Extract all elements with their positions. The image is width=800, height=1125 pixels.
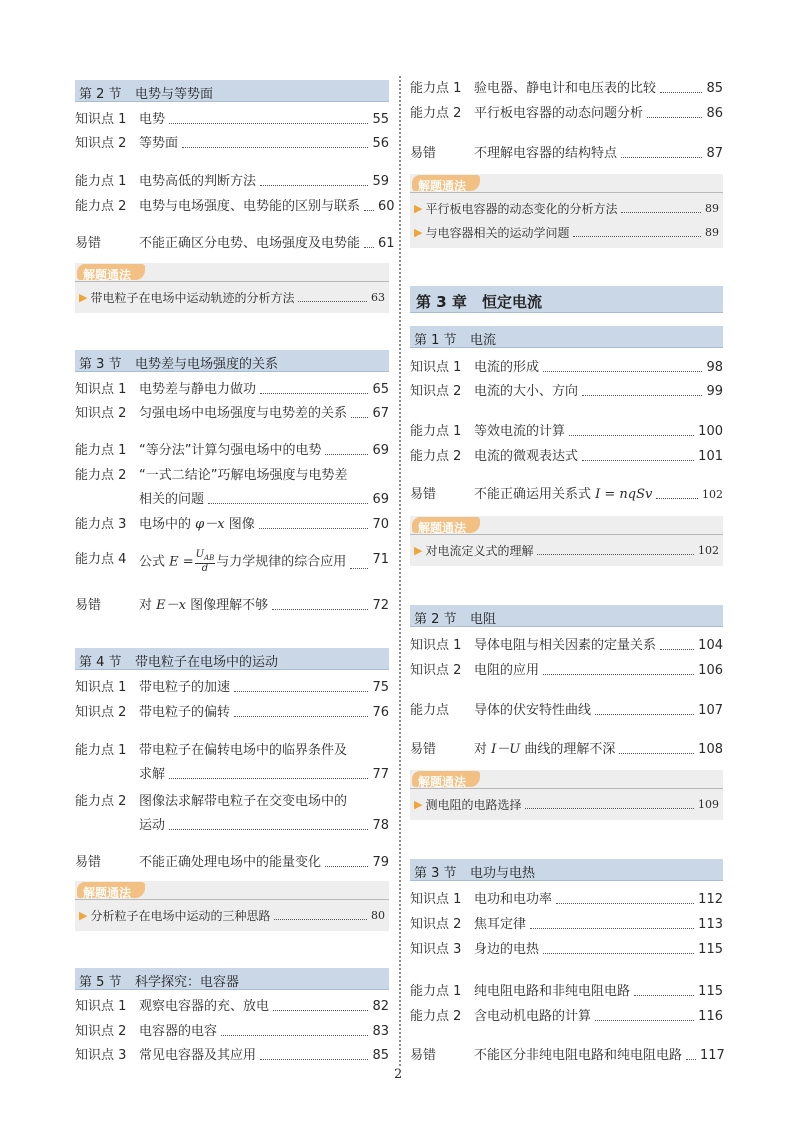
entry-page: 113 [698,917,723,932]
leader-dots [325,441,368,455]
entry-title: 电流的大小、方向 [474,384,579,399]
section-header [410,326,723,348]
entry-kind: 能力点 2 [75,794,127,809]
leader-dots [169,816,368,830]
toc-entry[interactable] [75,853,389,872]
method-box [410,174,723,248]
section-title: 电势差与电场强度的关系 [135,357,279,372]
leader-dots [656,485,698,499]
toc-entry[interactable] [410,740,723,759]
entry-kind: 能力点 3 [75,517,127,532]
toc-entry[interactable] [410,940,723,959]
toc-entry[interactable] [75,549,389,574]
entry-kind: 能力点 1 [410,984,462,999]
entry-title: 带电粒子的偏转 [139,705,231,720]
toc-entry[interactable] [410,447,723,466]
section-number: 第 1 节 [414,333,457,348]
entry-page: 98 [706,360,723,375]
section-number: 第 3 节 [79,357,122,372]
toc-entry[interactable] [410,79,723,98]
leader-dots [272,596,368,610]
entry-page: 56 [372,136,389,151]
entry-page: 59 [372,174,389,189]
entry-title: 观察电容器的充、放电 [139,999,270,1014]
section-header [75,648,389,670]
toc-entry[interactable] [75,466,389,485]
section-title: 科学探究：电容器 [135,975,240,990]
entry-title: 电流的微观表达式 [474,449,579,464]
leader-dots [595,701,694,715]
entry-kind: 知识点 3 [410,942,462,957]
toc-entry[interactable] [410,485,723,504]
toc-entry[interactable] [75,1022,389,1041]
entry-title: 电势与电场强度、电势能的区别与联系 [139,199,361,214]
entry-title: 电阻的应用 [474,663,540,678]
entry-kind: 知识点 2 [75,1024,127,1039]
entry-title: 平行板电容器的动态问题分析 [474,106,644,121]
entry-title: 匀强电场中电场强度与电势差的关系 [139,406,348,421]
leader-dots [582,382,702,396]
entry-kind: 知识点 2 [75,406,127,421]
toc-entry[interactable] [75,380,389,399]
entry-title: 含电动机电路的计算 [474,1009,592,1024]
entry-kind: 能力点 1 [75,443,127,458]
entry-kind: 易错 [410,1048,437,1063]
entry-kind: 知识点 2 [410,663,462,678]
leader-dots [364,197,374,211]
leader-dots [660,636,694,650]
entry-kind: 能力点 2 [410,449,462,464]
entry-title: “等分法”计算匀强电场中的电势 [139,443,322,458]
entry-kind: 知识点 1 [410,638,462,653]
toc-entry[interactable] [75,596,389,615]
math-expression: I－U [491,742,521,757]
entry-page: 67 [372,406,389,421]
entry-kind: 能力点 2 [410,1009,462,1024]
entry-page: 102 [702,488,723,501]
section-title: 电功与电热 [470,866,536,881]
leader-dots [543,661,694,675]
entry-title: 电容器的电容 [139,1024,218,1039]
entry-page: 117 [700,1048,725,1063]
leader-dots [259,515,369,529]
toc-entry[interactable] [75,234,395,253]
entry-page: 69 [372,492,389,507]
math-expression: I = nqSv [595,487,653,502]
entry-page: 101 [698,449,723,464]
page-number: 2 [394,1067,403,1082]
method-item[interactable]: ▶ 与电容器相关的运动学问题 89 [414,226,719,240]
toc-entry[interactable] [75,404,389,423]
leader-dots [543,358,702,372]
entry-title: 相关的问题 [139,492,205,507]
entry-kind: 能力点 2 [410,106,462,121]
leader-dots [573,224,701,237]
triangle-icon: ▶ [79,909,88,922]
entry-title: 运动 [139,818,166,833]
leader-dots [364,234,374,248]
entry-page: 107 [698,703,723,718]
leader-dots [234,678,368,692]
entry-kind: 知识点 2 [410,917,462,932]
toc-entry[interactable] [75,197,395,216]
entry-kind: 易错 [410,146,437,161]
entry-page: 82 [372,999,389,1014]
toc-entry[interactable] [75,110,389,129]
toc-entry[interactable] [410,144,723,163]
entry-title: 身边的电热 [474,942,540,957]
leader-dots [537,542,694,555]
leader-dots [595,1007,694,1021]
entry-title: 纯电阻电路和非纯电阻电路 [474,984,631,999]
entry-kind: 能力点 1 [410,81,462,96]
entry-title: 导体电阻与相关因素的定量关系 [474,638,657,653]
entry-title: 不能正确运用关系式 I = nqSv [474,487,653,502]
leader-dots [569,422,694,436]
entry-kind: 能力点 4 [75,552,127,567]
entry-title: 不能正确处理电场中的能量变化 [139,855,322,870]
entry-title: 验电器、静电计和电压表的比较 [474,81,657,96]
entry-kind: 易错 [75,855,102,870]
leader-dots [350,550,368,569]
entry-kind: 能力点 1 [75,174,127,189]
leader-dots [686,1046,696,1060]
toc-entry[interactable] [410,1046,723,1065]
method-item[interactable]: ▶ 测电阻的电路选择 109 [414,798,719,812]
entry-title: 求解 [139,767,166,782]
toc-entry[interactable] [75,1046,389,1065]
entry-title: 电势 [139,112,166,127]
entry-kind: 能力点 [410,703,450,718]
leader-dots [274,907,367,920]
entry-page: 79 [372,855,389,870]
entry-page: 77 [372,767,389,782]
entry-page: 104 [698,638,723,653]
leader-dots [169,110,368,124]
section-header [75,968,389,990]
entry-page: 85 [372,1048,389,1063]
toc-entry[interactable] [410,701,723,720]
leader-dots [260,1046,368,1060]
entry-kind: 易错 [410,742,437,757]
entry-kind: 易错 [410,487,437,502]
leader-dots [273,997,368,1011]
entry-page: 55 [372,112,389,127]
leader-dots [619,740,694,754]
entry-page: 106 [698,663,723,678]
section-title: 电势与等势面 [135,87,214,102]
entry-kind: 能力点 1 [410,424,462,439]
toc-entry[interactable] [410,422,723,441]
entry-kind: 知识点 1 [410,360,462,375]
section-number: 第 2 节 [414,612,457,627]
section-header [75,350,389,372]
entry-title: 带电粒子在偏转电场中的临界条件及 [139,743,348,758]
toc-entry-continued[interactable] [75,765,389,784]
toc-entry[interactable] [75,441,389,460]
toc-entry[interactable] [75,997,389,1016]
entry-title: 不能正确区分电势、电场强度及电势能 [139,236,361,251]
entry-title: “一式二结论”巧解电场强度与电势差 [139,468,348,483]
entry-title: 电流的形成 [474,360,540,375]
entry-page: 60 [378,199,395,214]
leader-dots [621,144,702,158]
entry-page: 83 [372,1024,389,1039]
entry-title: 对 I－U 曲线的理解不深 [474,742,616,757]
method-box [75,263,389,313]
leader-dots [208,490,368,504]
section-number: 第 2 节 [79,87,122,102]
entry-page: 78 [372,818,389,833]
triangle-icon: ▶ [414,226,423,239]
toc-entry[interactable] [410,636,723,655]
entry-page: 112 [698,892,723,907]
toc-entry[interactable] [75,792,389,811]
entry-page: 115 [698,984,723,999]
toc-entry[interactable] [410,890,723,909]
toc-entry[interactable] [410,915,723,934]
leader-dots [634,982,694,996]
toc-entry[interactable] [75,703,389,722]
section-number: 第 5 节 [79,975,122,990]
entry-page: 72 [372,598,389,613]
leader-dots [234,703,368,717]
toc-entry[interactable] [75,741,389,760]
toc-entry[interactable] [410,661,723,680]
toc-entry[interactable] [410,382,723,401]
entry-title: 电势高低的判断方法 [139,174,257,189]
entry-page: 61 [378,236,395,251]
entry-kind: 知识点 2 [75,705,127,720]
leader-dots [647,104,702,118]
entry-page: 65 [372,382,389,397]
chapter-header [410,286,723,313]
leader-dots [351,404,368,418]
method-box [410,516,723,566]
method-item[interactable]: ▶ 平行板电容器的动态变化的分析方法 89 [414,202,719,216]
toc-entry-continued[interactable] [75,816,389,835]
entry-page: 86 [706,106,723,121]
method-item[interactable]: ▶ 带电粒子在电场中运动轨迹的分析方法 63 [79,291,385,305]
toc-entry[interactable] [75,172,389,191]
entry-title: 电势差与静电力做功 [139,382,257,397]
entry-title: 对 E－x 图像理解不够 [139,598,269,613]
section-number: 第 4 节 [79,655,122,670]
entry-page: 71 [372,552,389,567]
entry-kind: 能力点 2 [75,468,127,483]
entry-kind: 知识点 1 [75,999,127,1014]
leader-dots [660,79,702,93]
entry-title: 图像法求解带电粒子在交变电场中的 [139,794,348,809]
section-number: 第 3 节 [414,866,457,881]
formula-lhs: E = [169,554,194,570]
math-expression: φ－x [195,517,225,532]
triangle-icon: ▶ [414,798,423,811]
leader-dots [582,447,694,461]
entry-kind: 知识点 1 [410,892,462,907]
triangle-icon: ▶ [79,291,88,304]
leader-dots [260,380,368,394]
entry-page: 87 [706,146,723,161]
leader-dots [221,1022,368,1036]
toc-entry[interactable] [75,678,389,697]
method-item[interactable]: ▶ 分析粒子在电场中运动的三种思路 80 [79,909,385,923]
entry-kind: 能力点 1 [75,743,127,758]
chapter-number: 第 3 章 [416,293,467,311]
entry-title: 公式 E = $\frac{U_{AB}}{d}$ 与力学规律的综合应用 [139,549,347,574]
leader-dots [530,915,694,929]
entry-title: 等效电流的计算 [474,424,566,439]
leader-dots [325,853,368,867]
entry-title: 导体的伏安特性曲线 [474,703,592,718]
leader-dots [260,172,368,186]
entry-kind: 知识点 1 [75,680,127,695]
entry-title: 常见电容器及其应用 [139,1048,257,1063]
entry-title: 电功和电功率 [474,892,553,907]
method-tag: 解题通法 [77,882,145,898]
method-tag: 解题通法 [412,771,480,787]
leader-dots [556,890,694,904]
entry-title: 等势面 [139,136,179,151]
toc-entry[interactable] [75,134,389,153]
entry-page: 100 [698,424,723,439]
column-divider [399,76,401,1066]
entry-page: 69 [372,443,389,458]
entry-page: 75 [372,680,389,695]
method-tag: 解题通法 [412,517,480,533]
math-expression: E－x [156,598,186,613]
entry-kind: 知识点 1 [75,382,127,397]
section-header [410,605,723,627]
method-tag: 解题通法 [412,175,480,191]
section-title: 电阻 [470,612,497,627]
entry-title: 带电粒子的加速 [139,680,231,695]
toc-entry[interactable] [410,1007,723,1026]
entry-kind: 知识点 3 [75,1048,127,1063]
leader-dots [182,134,368,148]
toc-entry[interactable] [75,515,389,534]
triangle-icon: ▶ [414,544,423,557]
entry-page: 116 [698,1009,723,1024]
leader-dots [621,200,701,213]
method-item[interactable]: ▶ 对电流定义式的理解 102 [414,544,719,558]
leader-dots [543,940,694,954]
section-title: 带电粒子在电场中的运动 [135,655,279,670]
entry-page: 70 [372,517,389,532]
triangle-icon: ▶ [414,202,423,215]
method-box [410,770,723,820]
leader-dots [169,765,368,779]
entry-title: 焦耳定律 [474,917,527,932]
section-title: 电流 [470,333,497,348]
section-header [410,859,723,881]
entry-kind: 知识点 2 [75,136,127,151]
leader-dots [298,289,367,302]
formula-fraction: $\frac{U_{AB}}{d}$ [195,549,215,574]
entry-kind: 知识点 1 [75,112,127,127]
entry-kind: 易错 [75,236,102,251]
entry-kind: 能力点 2 [75,199,127,214]
method-box [75,881,389,931]
entry-title: 电场中的 φ－x 图像 [139,517,255,532]
entry-title: 不能区分非纯电阻电路和纯电阻电路 [474,1048,683,1063]
entry-page: 85 [706,81,723,96]
toc-entry[interactable] [410,104,723,123]
entry-page: 108 [698,742,723,757]
leader-dots [525,796,694,809]
entry-page: 76 [372,705,389,720]
entry-kind: 易错 [75,598,102,613]
entry-page: 99 [706,384,723,399]
entry-title: 不理解电容器的结构特点 [474,146,618,161]
method-tag: 解题通法 [77,264,145,280]
toc-entry[interactable] [410,358,723,377]
toc-entry[interactable] [410,982,723,1001]
chapter-title: 恒定电流 [482,293,543,311]
section-header [75,80,389,102]
toc-entry-continued[interactable] [75,490,389,509]
entry-kind: 知识点 2 [410,384,462,399]
entry-page: 115 [698,942,723,957]
